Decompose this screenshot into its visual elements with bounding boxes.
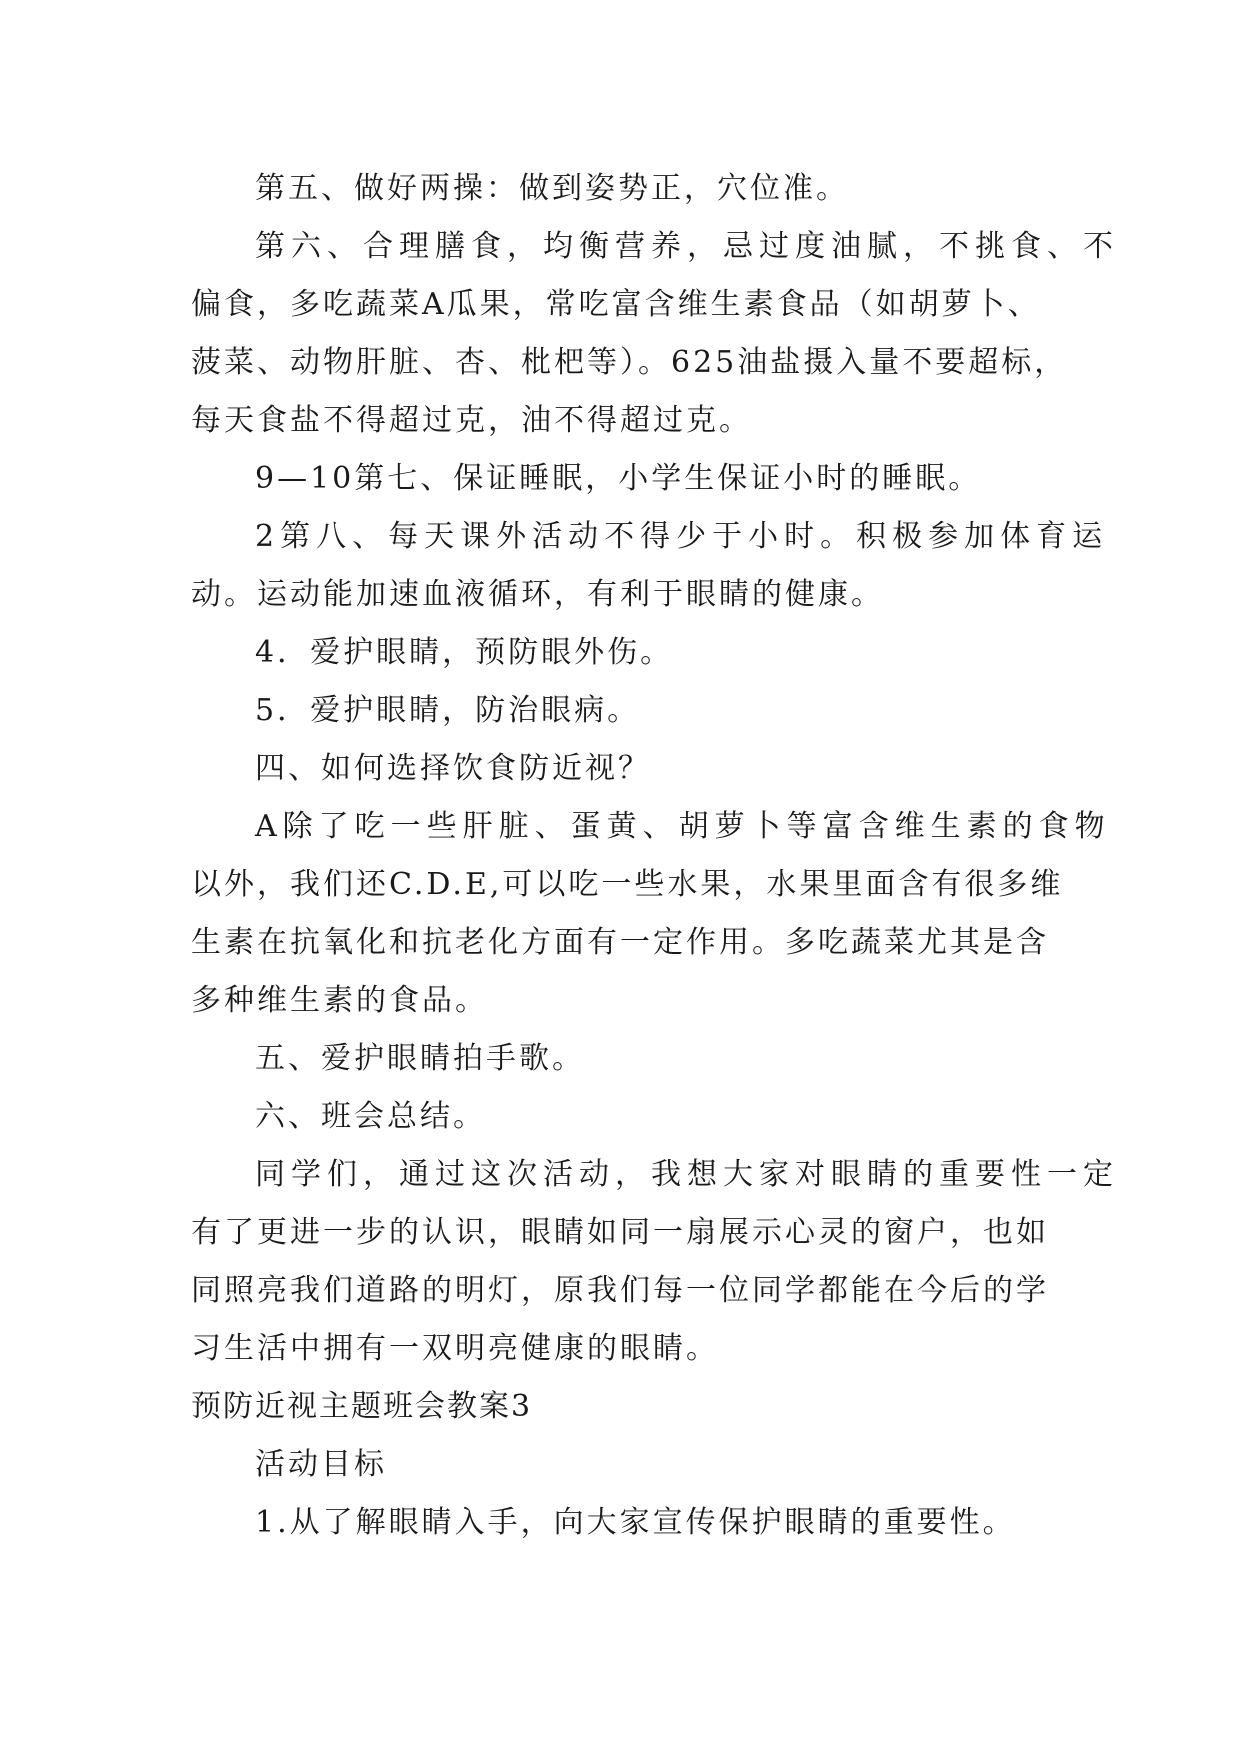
text-line: 动。运动能加速血液循环，有利于眼睛的健康。: [191, 577, 884, 612]
text-line: 多种维生素的食品。: [191, 983, 488, 1018]
text-line: 以外，我们还C.D.E,可以吃一些水果，水果里面含有很多维: [191, 867, 1064, 902]
section-heading: 六、班会总结。: [255, 1099, 486, 1134]
text-line: 有了更进一步的认识，眼睛如同一扇展示心灵的窗户，也如: [191, 1215, 1049, 1250]
text-line: 每天食盐不得超过克，油不得超过克。: [191, 403, 752, 438]
text-line: 第六、合理膳食，均衡营养，忌过度油腻，不挑食、不: [255, 229, 1119, 264]
text-line: 偏食，多吃蔬菜A瓜果，常吃富含维生素食品（如胡萝卜、: [191, 287, 1041, 322]
text-line: 同学们，通过这次活动，我想大家对眼睛的重要性一定: [255, 1157, 1119, 1192]
text-line: 第五、做好两操：做到姿势正，穴位准。: [255, 171, 849, 206]
text-line: 习生活中拥有一双明亮健康的眼睛。: [191, 1331, 719, 1366]
text-line: 1.从了解眼睛入手，向大家宣传保护眼睛的重要性。: [255, 1505, 1016, 1540]
document-title: 预防近视主题班会教案3: [191, 1389, 533, 1424]
section-heading: 五、爱护眼睛拍手歌。: [255, 1041, 585, 1076]
text-line: 2第八、每天课外活动不得少于小时。积极参加体育运: [255, 519, 1109, 554]
text-line: 生素在抗氧化和抗老化方面有一定作用。多吃蔬菜尤其是含: [191, 925, 1049, 960]
section-heading: 活动目标: [255, 1447, 387, 1482]
text-line: 4．爱护眼睛，预防眼外伤。: [255, 635, 674, 670]
text-line: A除了吃一些肝脏、蛋黄、胡萝卜等富含维生素的食物: [255, 809, 1111, 844]
text-line: 9—10第七、保证睡眠，小学生保证小时的睡眠。: [255, 461, 982, 496]
text-line: 菠菜、动物肝脏、杏、枇杷等）。625油盐摄入量不要超标，: [191, 345, 1068, 380]
section-heading: 四、如何选择饮食防近视？: [255, 751, 651, 786]
text-line: 5．爱护眼睛，防治眼病。: [255, 693, 641, 728]
text-line: 同照亮我们道路的明灯，原我们每一位同学都能在今后的学: [191, 1273, 1049, 1308]
document-body: [191, 160, 1119, 1552]
